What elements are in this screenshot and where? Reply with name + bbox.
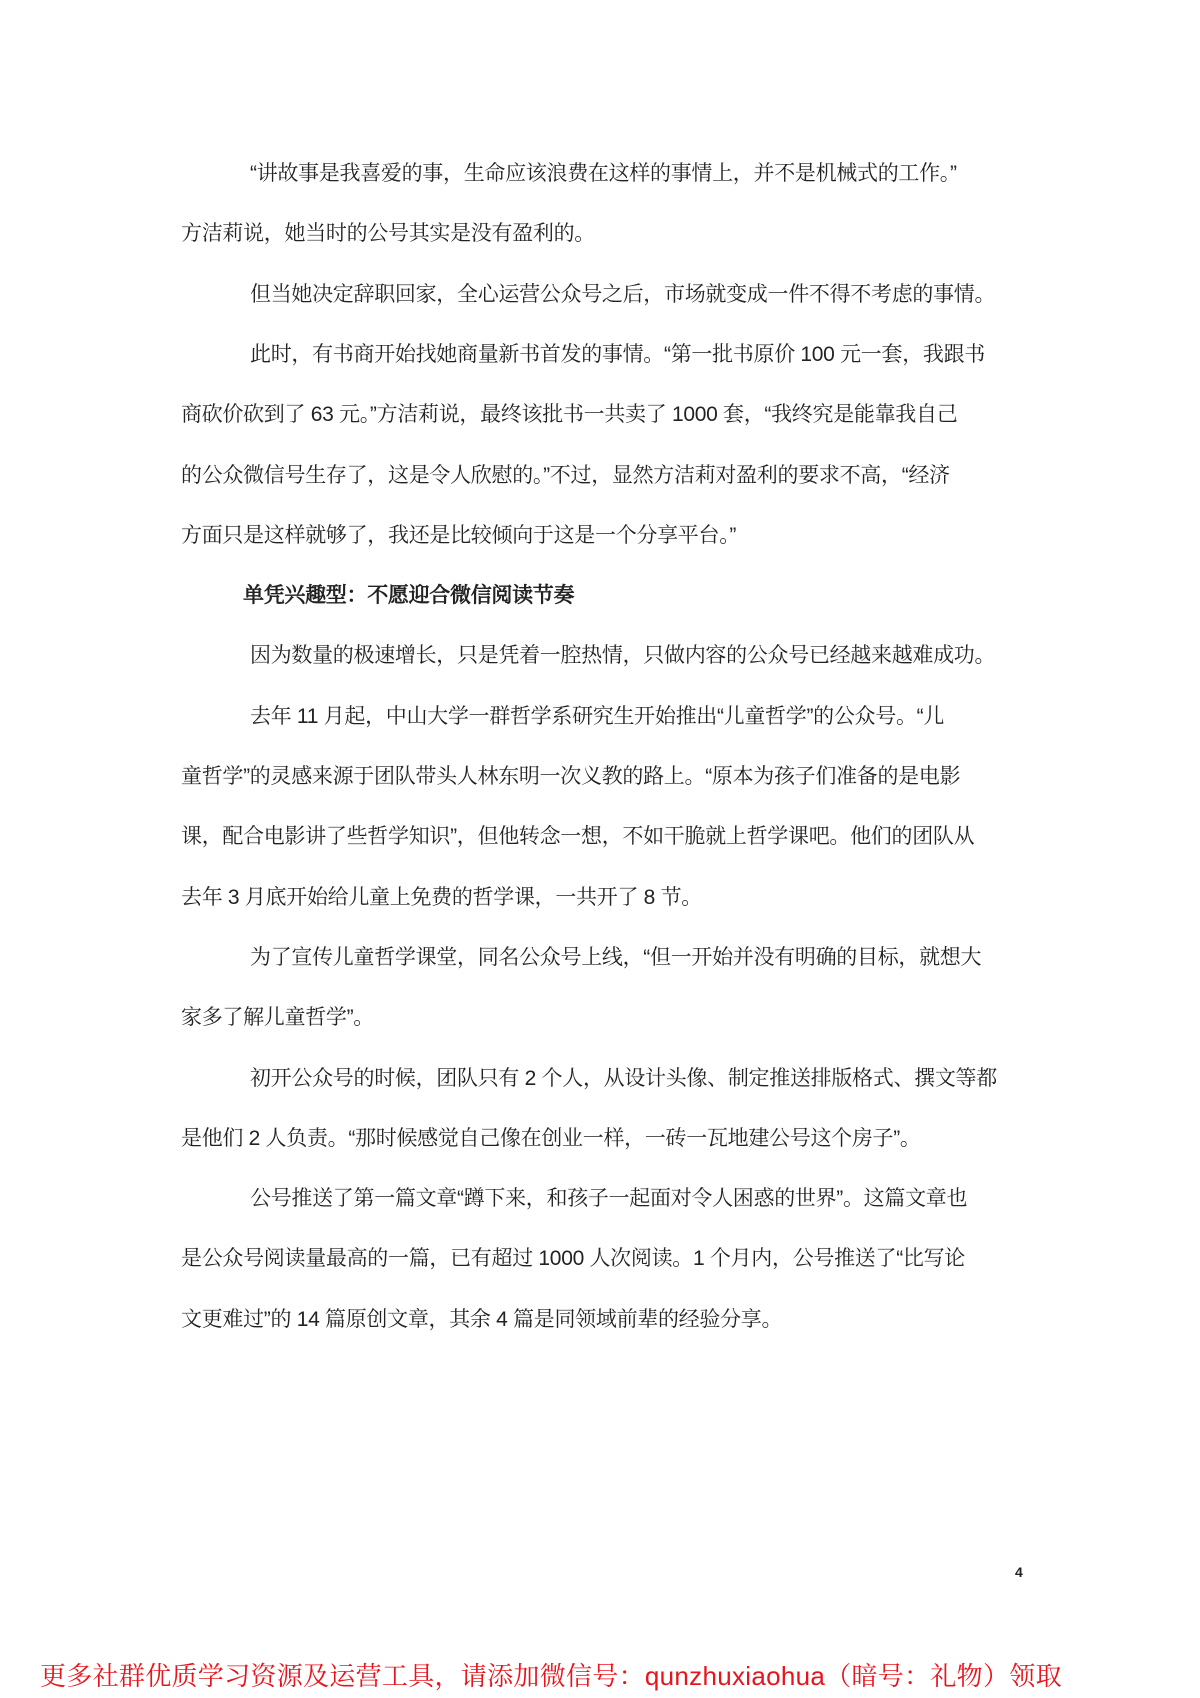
paragraph-line: 方面只是这样就够了，我还是比较倾向于这是一个分享平台。” bbox=[181, 523, 737, 547]
paragraph-line: 此时，有书商开始找她商量新书首发的事情。“第一批书原价 100 元一套，我跟书 bbox=[250, 342, 985, 366]
page-number: 4 bbox=[1015, 1564, 1023, 1580]
paragraph-line: 童哲学”的灵感来源于团队带头人林东明一次义教的路上。“原本为孩子们准备的是电影 bbox=[181, 765, 961, 788]
section-heading: 单凭兴趣型：不愿迎合微信阅读节奏 bbox=[243, 584, 575, 608]
paragraph-line: 家多了解儿童哲学”。 bbox=[181, 1006, 374, 1030]
paragraph-line: 为了宣传儿童哲学课堂，同名公众号上线，“但一开始并没有明确的目标，就想大 bbox=[250, 945, 982, 969]
paragraph-line: 去年 3 月底开始给儿童上免费的哲学课，一共开了 8 节。 bbox=[181, 885, 702, 909]
paragraph-line: 商砍价砍到了 63 元。”方洁莉说，最终该批书一共卖了 1000 套，“我终究是能靠我自己 bbox=[181, 403, 958, 427]
paragraph-line: 公号推送了第一篇文章“蹲下来，和孩子一起面对令人困惑的世界”。这篇文章也 bbox=[250, 1187, 968, 1211]
promo-footer: 更多社群优质学习资源及运营工具，请添加微信号：qunzhuxiaohua（暗号：礼物）领取 bbox=[40, 1661, 1062, 1691]
paragraph-line: 但当她决定辞职回家，全心运营公众号之后，市场就变成一件不得不考虑的事情。 bbox=[250, 282, 996, 306]
paragraph-line: 去年 11 月起，中山大学一群哲学系研究生开始推出“儿童哲学”的公众号。“儿 bbox=[250, 704, 945, 728]
paragraph-line: 是他们 2 人负责。“那时候感觉自己像在创业一样，一砖一瓦地建公号这个房子”。 bbox=[181, 1126, 921, 1150]
paragraph-line: 课，配合电影讲了些哲学知识”，但他转念一想，不如干脆就上哲学课吧。他们的团队从 bbox=[181, 825, 975, 849]
paragraph-line: 文更难过”的 14 篇原创文章，其余 4 篇是同领域前辈的经验分享。 bbox=[181, 1307, 783, 1331]
paragraph-line: “讲故事是我喜爱的事，生命应该浪费在这样的事情上，并不是机械式的工作。” bbox=[250, 162, 957, 185]
paragraph-line: 初开公众号的时候，团队只有 2 个人，从设计头像、制定推送排版格式、撰文等都 bbox=[250, 1066, 997, 1090]
paragraph-line: 方洁莉说，她当时的公号其实是没有盈利的。 bbox=[181, 222, 595, 246]
paragraph-line: 是公众号阅读量最高的一篇，已有超过 1000 人次阅读。1 个月内，公号推送了“比写论 bbox=[181, 1247, 965, 1271]
paragraph-line: 的公众微信号生存了，这是令人欣慰的。”不过，显然方洁莉对盈利的要求不高，“经济 bbox=[181, 463, 950, 487]
paragraph-line: 因为数量的极速增长，只是凭着一腔热情，只做内容的公众号已经越来越难成功。 bbox=[250, 644, 996, 668]
